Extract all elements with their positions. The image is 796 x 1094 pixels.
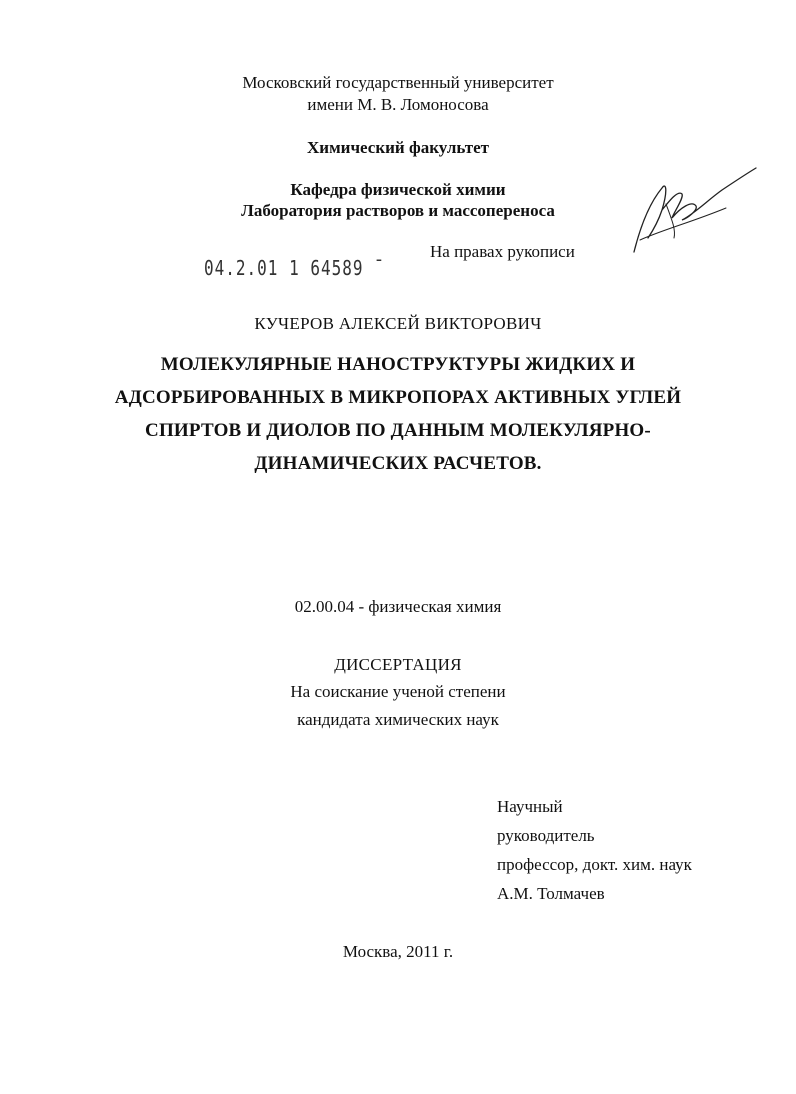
author-name: КУЧЕРОВ АЛЕКСЕЙ ВИКТОРОВИЧ	[254, 314, 542, 333]
signature-icon	[622, 160, 762, 260]
thesis-title-line3: СПИРТОВ И ДИОЛОВ ПО ДАННЫМ МОЛЕКУЛЯРНО-	[145, 420, 651, 441]
degree-line1: На соискание ученой степени	[290, 682, 506, 701]
thesis-title-line1: МОЛЕКУЛЯРНЫЕ НАНОСТРУКТУРЫ ЖИДКИХ И	[160, 354, 636, 375]
thesis-title-line4: ДИНАМИЧЕСКИХ РАСЧЕТОВ.	[254, 453, 542, 474]
degree-line2: кандидата химических наук	[297, 710, 499, 729]
university-name-line2: имени М. В. Ломоносова	[307, 95, 489, 114]
manuscript-rights-note: На правах рукописи	[430, 242, 575, 261]
specialty-code: 02.00.04 - физическая химия	[294, 597, 502, 616]
faculty-name: Химический факультет	[307, 138, 489, 157]
supervisor-label-line2: руководитель	[497, 826, 595, 845]
place-and-year: Москва, 2011 г.	[342, 942, 454, 961]
university-name-line1: Московский государственный университет	[242, 73, 554, 92]
supervisor-label-line1: Научный	[497, 797, 563, 816]
supervisor-title: профессор, докт. хим. наук	[497, 855, 692, 874]
laboratory-name: Лаборатория растворов и массопереноса	[241, 201, 555, 220]
department-name: Кафедра физической химии	[290, 180, 506, 199]
thesis-title-line2: АДСОРБИРОВАННЫХ В МИКРОПОРАХ АКТИВНЫХ УГЛЕЙ	[114, 387, 682, 408]
supervisor-name: А.М. Толмачев	[497, 884, 605, 903]
registration-stamp: 04.2.01 1 64589 ¯	[204, 256, 385, 280]
document-type: ДИССЕРТАЦИЯ	[334, 655, 462, 674]
